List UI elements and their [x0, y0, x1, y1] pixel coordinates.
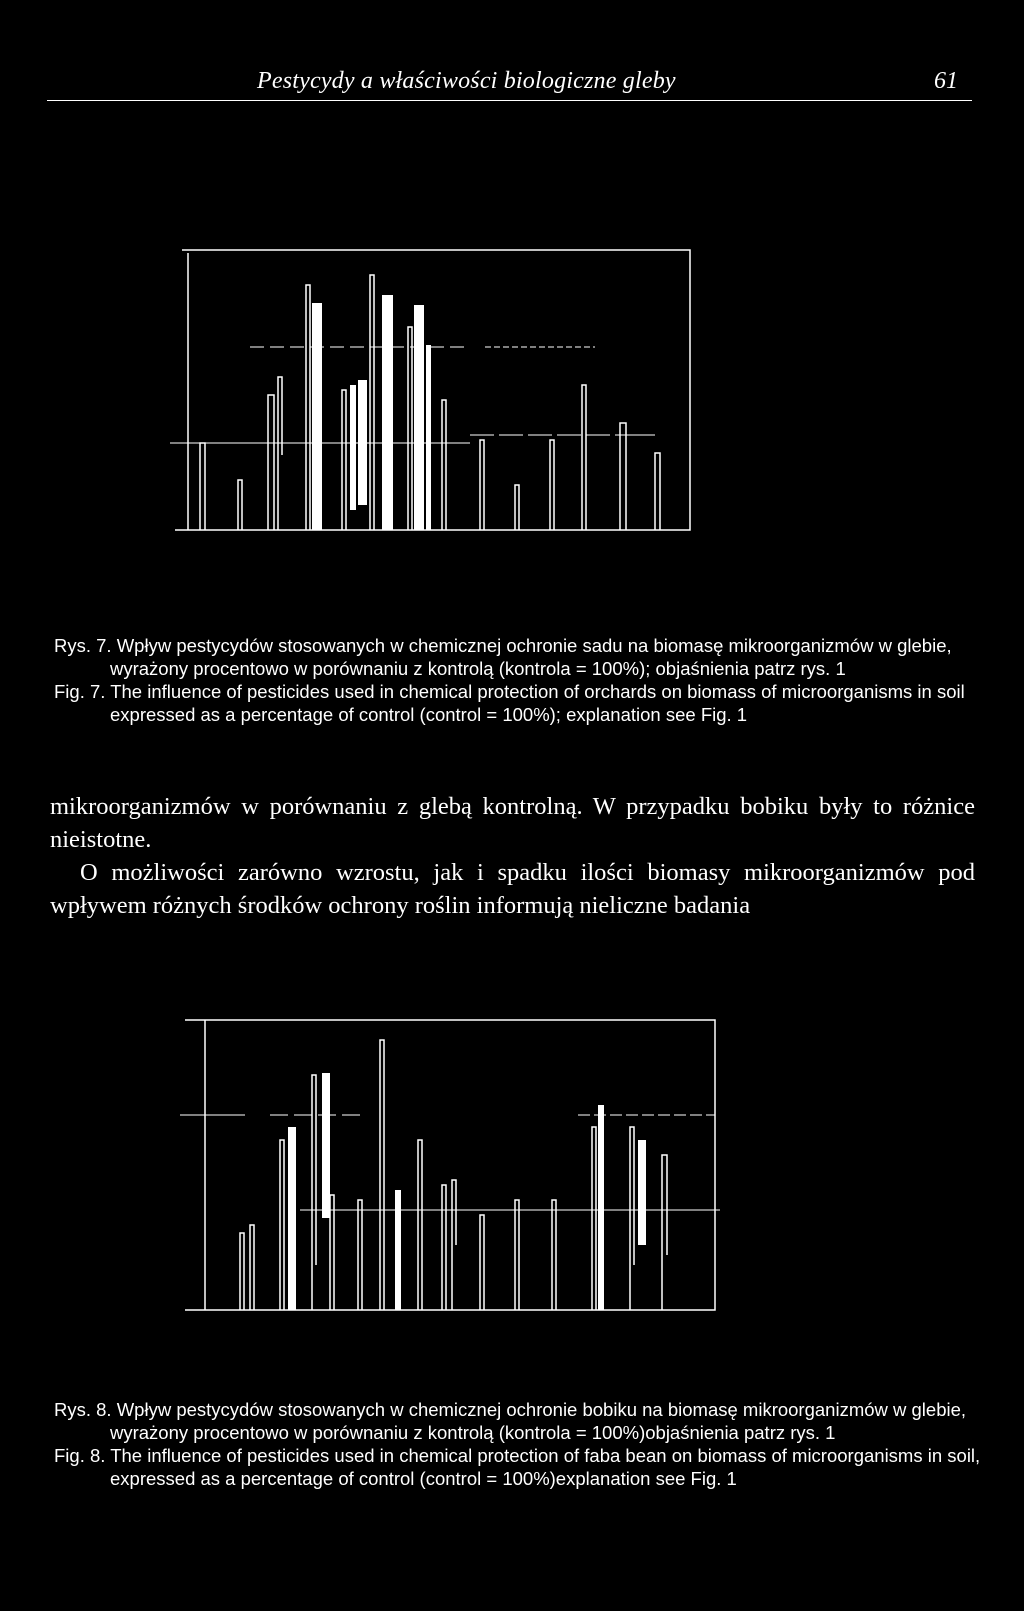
figure-8-frame [185, 1020, 715, 1310]
figure-8-bar [662, 1155, 667, 1310]
figure-8-bar-filled [395, 1190, 401, 1310]
figure-7-caption [54, 634, 984, 726]
figure-7-bar-filled [426, 345, 431, 530]
figure-8-bar [480, 1215, 484, 1310]
figure-8-bar [330, 1195, 334, 1310]
body-paragraph: O możliwości zarówno wzrostu, jak i spadku ilości biomasy mikroorganizmów pod wpływem różnych środków ochrony roślin informują nieliczne badania [50, 859, 975, 919]
figure-7-bar [268, 395, 274, 530]
figure-8-bar [452, 1180, 456, 1310]
figure-8-bar-filled [288, 1127, 296, 1310]
figure-8-bar [630, 1127, 634, 1310]
figure-7-bar [278, 377, 282, 530]
figure-8-bar [515, 1200, 519, 1310]
figure-8-bar [250, 1225, 254, 1310]
figure-8-chart [180, 1015, 720, 1315]
figure-7-bar-filled [382, 295, 393, 530]
figure-7-bar [370, 275, 374, 530]
figure-7-bar [306, 285, 310, 530]
body-text [50, 790, 975, 922]
figure-8-bar [312, 1075, 316, 1310]
figure-8-bar [240, 1233, 244, 1310]
running-header [47, 64, 972, 101]
figure-8-bar [280, 1140, 284, 1310]
running-title: Pestycydy a właściwości biologiczne gleby [257, 68, 676, 94]
figure-7-bar-filled [358, 380, 367, 505]
figure-7-bar [238, 480, 242, 530]
body-paragraph: mikroorganizmów w porównaniu z glebą kontrolną. W przypadku bobiku były to różnice nieistotne. [50, 793, 975, 853]
figure-8-caption-en: Fig. 8. The influence of pesticides used in chemical protection of faba bean on biomass of microorganisms in soil, expressed as a percentage of control (control = 100%)explanation see Fig. 1 [54, 1445, 981, 1489]
figure-7-svg [170, 245, 715, 545]
figure-7-bar [480, 440, 484, 530]
figure-8-caption [54, 1398, 984, 1490]
figure-8-bar-filled [322, 1073, 330, 1218]
figure-8-bar [442, 1185, 446, 1310]
figure-7-bar [582, 385, 586, 530]
figure-7-chart [170, 245, 715, 545]
figure-8-bar [358, 1200, 362, 1310]
figure-7-caption-en: Fig. 7. The influence of pesticides used in chemical protection of orchards on biomass of microorganisms in soil expressed as a percentage of control (control = 100%); explanation see Fig. 1 [54, 681, 965, 725]
figure-8-bar [418, 1140, 422, 1310]
figure-7-bar-filled [312, 303, 322, 530]
figure-7-bar [442, 400, 446, 530]
figure-7-bar [620, 423, 626, 530]
figure-8-svg [180, 1015, 720, 1315]
figure-7-bar-filled [350, 385, 356, 510]
figure-8-caption-pl: Rys. 8. Wpływ pestycydów stosowanych w chemicznej ochronie bobiku na biomasę mikroorganizmów w glebie, wyrażony procentowo w porównaniu z kontrolą (kontrola = 100%)objaśnienia patrz rys. 1 [54, 1399, 967, 1443]
figure-7-bar [408, 327, 412, 530]
figure-7-bar [342, 390, 346, 530]
figure-8-bar-filled [598, 1105, 604, 1310]
figure-7-bar-filled [414, 305, 424, 530]
figure-7-frame [175, 250, 690, 530]
figure-8-bar-filled [638, 1140, 646, 1245]
page-number: 61 [934, 68, 958, 94]
figure-8-bar [592, 1127, 596, 1310]
figure-8-bar [552, 1200, 556, 1310]
figure-7-bar [655, 453, 660, 530]
figure-7-bar [550, 440, 554, 530]
figure-7-caption-pl: Rys. 7. Wpływ pestycydów stosowanych w chemicznej ochronie sadu na biomasę mikroorganizmów w glebie, wyrażony procentowo w porównaniu z kontrolą (kontrola = 100%); objaśnienia patrz rys. 1 [54, 635, 952, 679]
figure-7-bar [200, 443, 205, 530]
figure-7-bar [515, 485, 519, 530]
figure-8-bar [380, 1040, 384, 1310]
